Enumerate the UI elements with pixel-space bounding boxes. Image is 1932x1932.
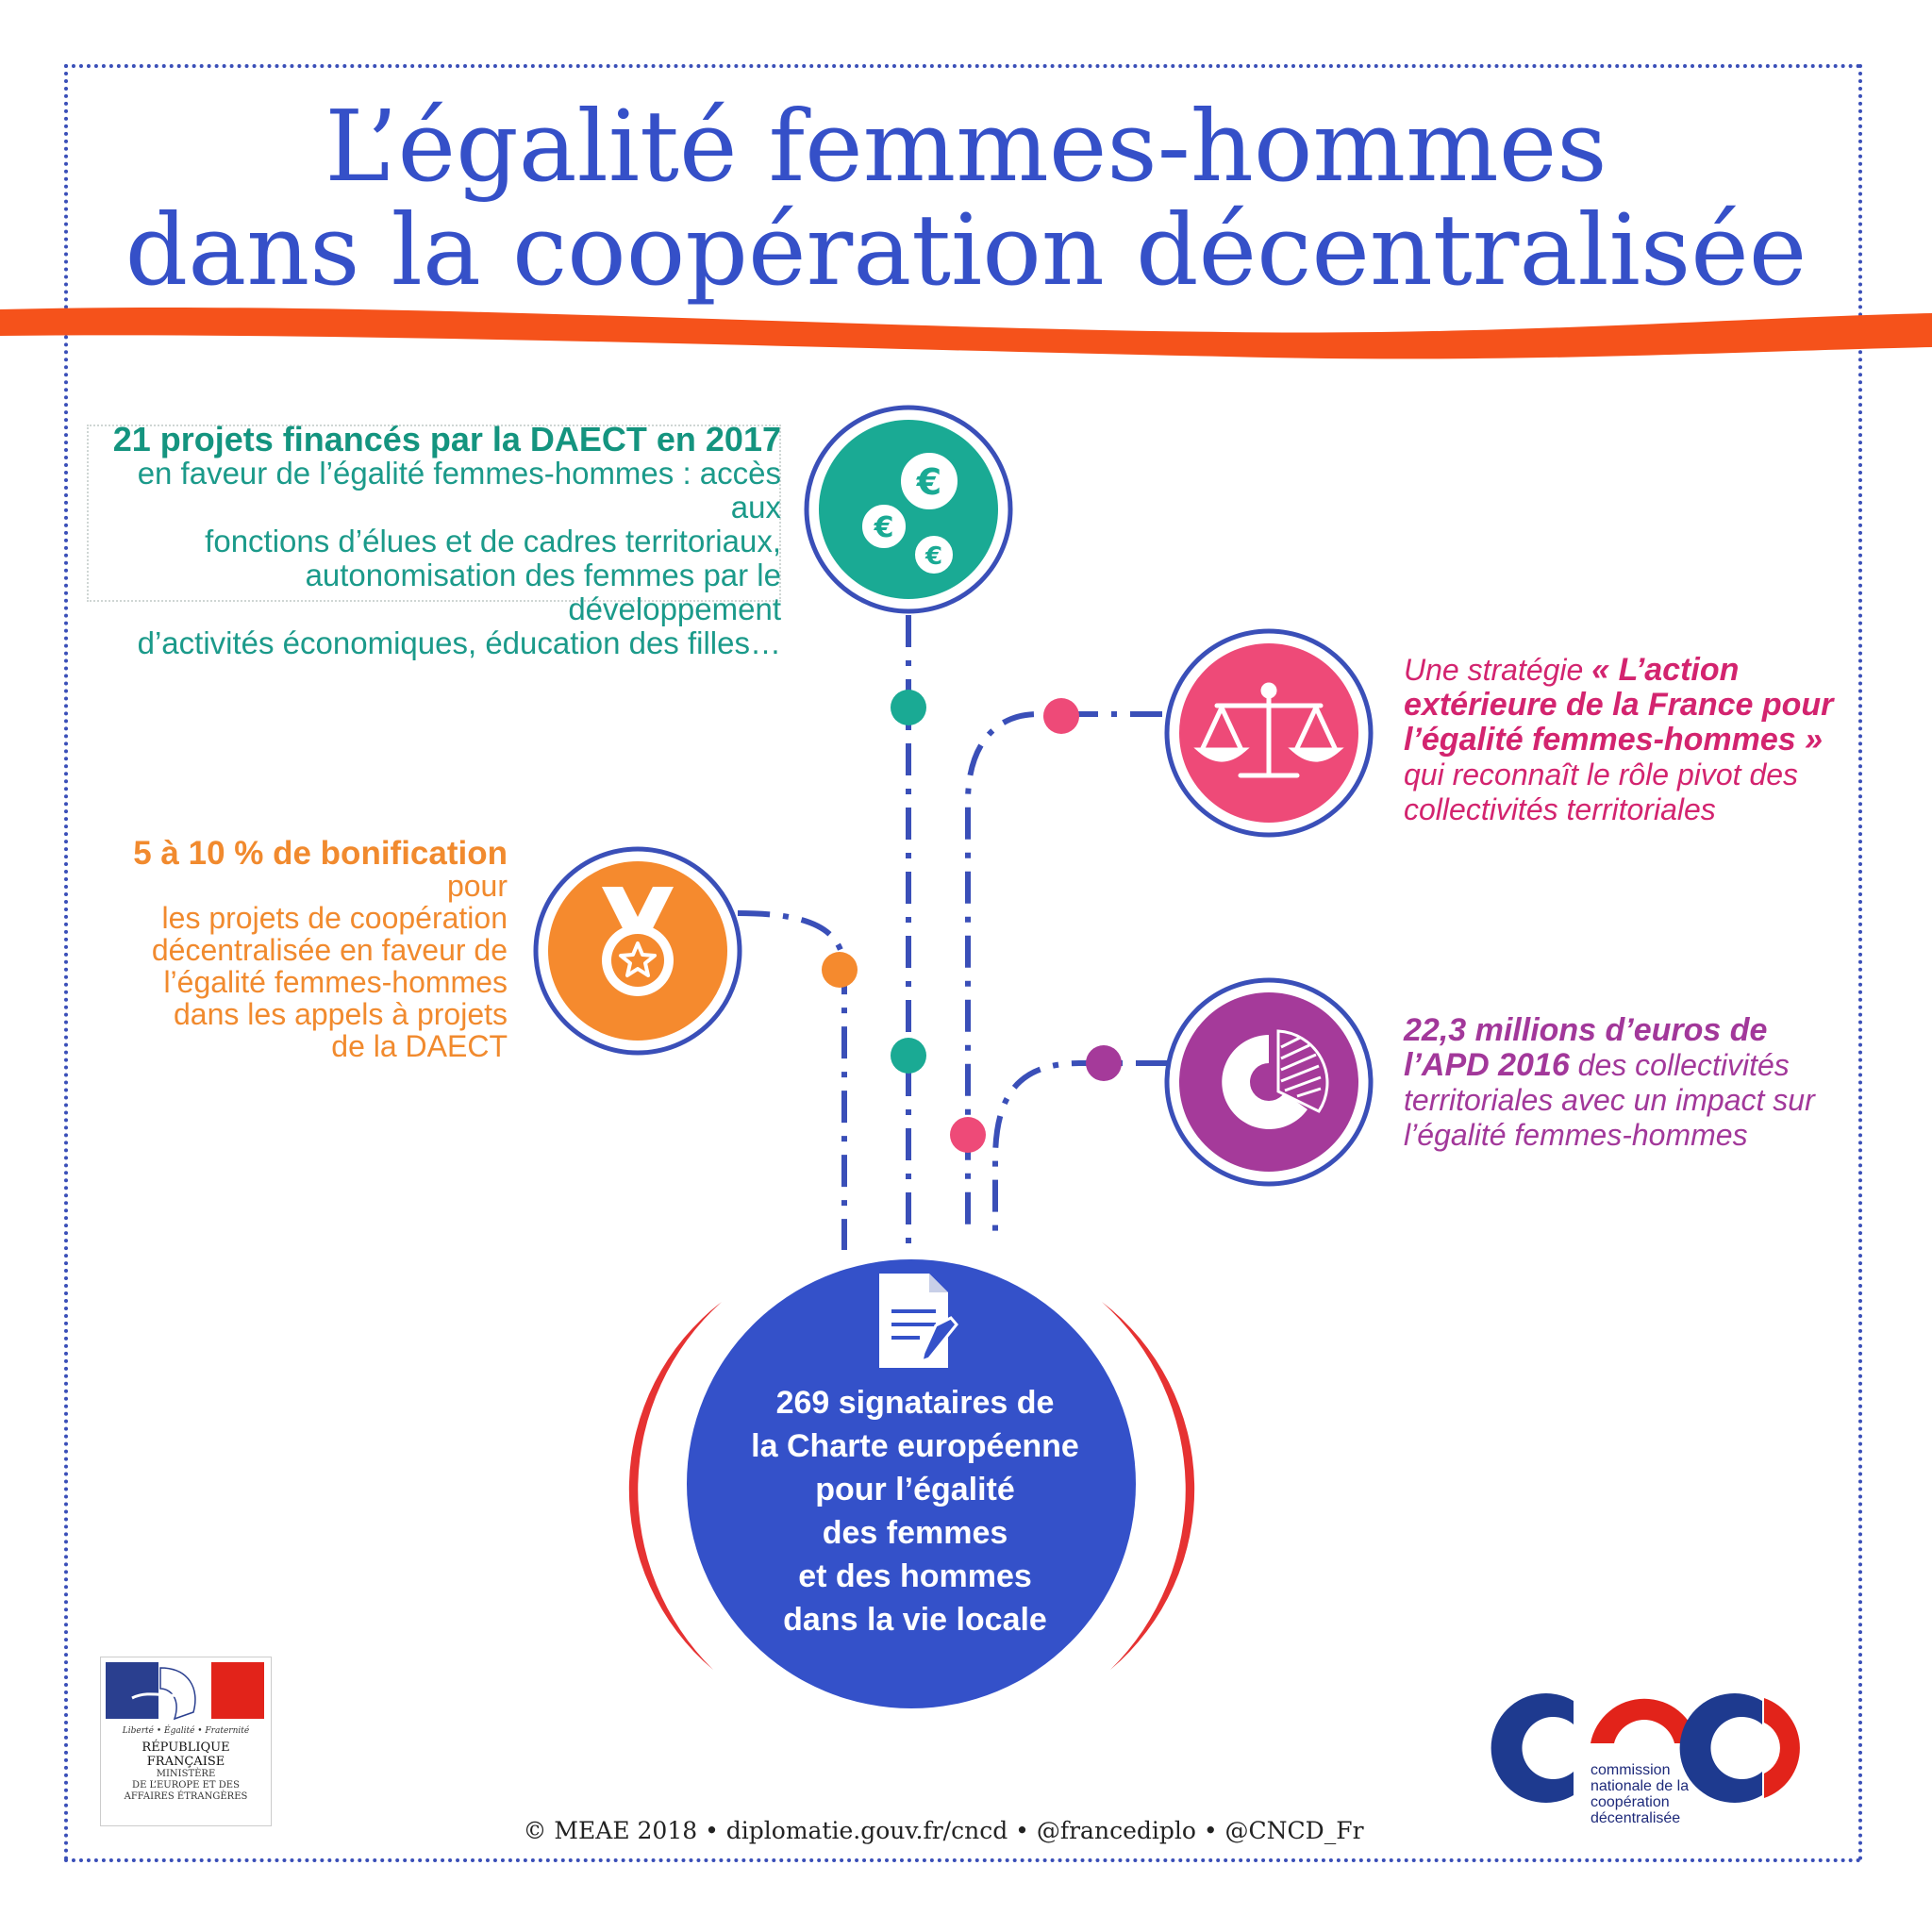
strategy-prefix: Une stratégie: [1404, 653, 1592, 687]
apd-line-2: l’égalité femmes-hommes: [1404, 1118, 1748, 1152]
meae-ministry: MINISTÈRE DE L’EUROPE ET DES AFFAIRES ÉTRANGÈRES: [124, 1769, 248, 1802]
bonus-line-4: dans les appels à projets: [174, 997, 508, 1031]
charter-line-4: des femmes: [822, 1515, 1008, 1551]
bonus-line-1: les projets de coopération: [161, 901, 508, 935]
title-line-1: L’égalité femmes-hommes: [325, 89, 1607, 204]
projects-circle: [807, 408, 1010, 611]
projects-line-3: autonomisation des femmes par le développement: [305, 558, 781, 626]
apd-text: [1404, 1013, 1894, 1153]
bonus-headline: 5 à 10 % de bonification: [133, 835, 508, 872]
projects-line-4: d’activités économiques, éducation des filles…: [137, 625, 781, 660]
charter-line-3: pour l’égalité: [815, 1472, 1015, 1507]
apd-headline-suffix: des collectivités: [1569, 1048, 1790, 1082]
charter-line-2: la Charte européenne: [751, 1428, 1079, 1464]
bonus-headline-suffix: pour: [446, 869, 508, 903]
apd-circle: [1167, 980, 1371, 1184]
strategy-line-2: collectivités territoriales: [1404, 792, 1716, 826]
dot-orange: [822, 952, 858, 988]
apd-line-1: territoriales avec un impact sur: [1404, 1083, 1815, 1117]
apd-headline-1: 22,3 millions d’euros de: [1404, 1012, 1768, 1048]
strategy-text: [1404, 653, 1894, 827]
footer-credits: © MEAE 2018 • diplomatie.gouv.fr/cncd • @francediplo • @CNCD_Fr: [523, 1817, 1364, 1844]
meae-republic: RÉPUBLIQUE FRANÇAISE: [142, 1740, 230, 1769]
orange-band: [0, 308, 1932, 358]
cncd-logo-text: commission nationale de la coopération décentralisée: [1591, 1762, 1690, 1826]
projects-headline: 21 projets financés par la DAECT en 2017: [112, 420, 781, 458]
connector-strategy: [968, 714, 1162, 1236]
meae-motto: Liberté • Égalité • Fraternité: [122, 1726, 250, 1736]
apd-headline-2: l’APD 2016: [1404, 1047, 1570, 1083]
meae-logo: [100, 1657, 272, 1826]
projects-line-2: fonctions d’élues et de cadres territoriaux,: [205, 524, 781, 558]
dot-purple: [1086, 1045, 1122, 1081]
charter-line-6: dans la vie locale: [783, 1602, 1047, 1638]
strategy-headline-3: l’égalité femmes-hommes »: [1404, 722, 1824, 758]
strategy-line-1: qui reconnaît le rôle pivot des: [1404, 758, 1799, 791]
svg-text:€: €: [874, 511, 894, 544]
bonus-text: [85, 835, 508, 1063]
dot-teal-1: [891, 690, 926, 725]
bonus-circle: [536, 849, 740, 1053]
charter-text: [736, 1381, 1094, 1641]
bonus-line-5: de la DAECT: [331, 1029, 508, 1063]
dot-pink-2: [950, 1117, 986, 1153]
projects-line-1: en faveur de l’égalité femmes-hommes : accès aux: [137, 456, 781, 525]
bonus-line-3: l’égalité femmes-hommes: [163, 965, 508, 999]
charter-line-1: 269 signataires de: [775, 1385, 1055, 1421]
title-line-2: dans la coopération décentralisée: [125, 192, 1807, 308]
svg-text:€: €: [916, 461, 942, 503]
strategy-circle: [1167, 631, 1371, 835]
strategy-headline-2: extérieure de la France pour: [1404, 687, 1834, 723]
charter-line-5: et des hommes: [798, 1558, 1032, 1594]
projects-text: [87, 420, 781, 660]
connector-apd: [995, 1063, 1168, 1236]
svg-text:€: €: [924, 542, 943, 571]
dot-pink-1: [1043, 698, 1079, 734]
strategy-headline-1: « L’action: [1591, 652, 1740, 688]
dot-teal-2: [891, 1038, 926, 1074]
bonus-line-2: décentralisée en faveur de: [151, 933, 508, 967]
connector-lines: [738, 615, 1168, 1250]
